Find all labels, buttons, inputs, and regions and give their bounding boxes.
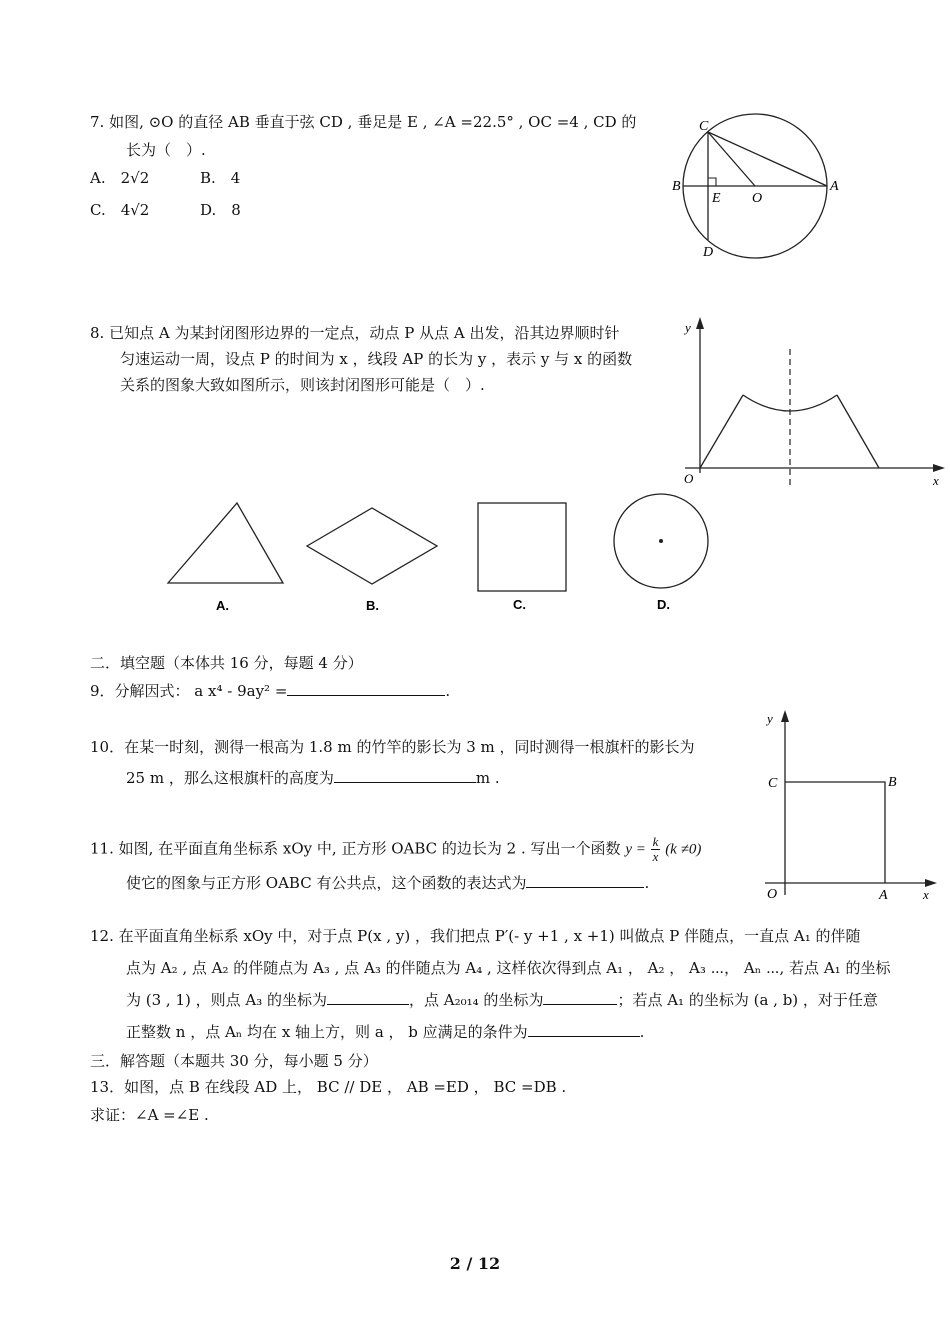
q8-shape-options <box>160 490 720 620</box>
q8-function-graph <box>675 315 947 490</box>
q12-line2: 点为 A₂ , 点 A₂ 的伴随点为 A₃ , 点 A₃ 的伴随点为 A₄ , 这样依次得到点 A₁ ， A₂ ， A₃ ⋯， Aₙ ⋯, 若点 A₁ 的坐标 <box>126 959 891 977</box>
q11-label-b: B <box>888 775 897 790</box>
q11-label-o: O <box>767 887 778 902</box>
q11-fraction-numerator: k <box>652 834 659 849</box>
q8-label-o: O <box>684 471 694 486</box>
q7-segment-ac <box>708 132 827 186</box>
q10-line2-text: 25 m ，那么这根旗杆的高度为 <box>126 769 334 787</box>
q7-label-d: D <box>703 245 714 260</box>
q11-label-y: y <box>767 711 773 726</box>
q7-right-angle-mark <box>708 178 716 186</box>
section-solve-heading: 三．解答题（本题共 30 分，每小题 5 分） <box>90 1052 378 1070</box>
q8-label-x: x <box>933 473 939 488</box>
q11-fraction <box>651 835 661 864</box>
q11-square-sides <box>785 782 885 883</box>
q12-line3-text-a: 为 (3 , 1) ，则点 A₃ 的坐标为 <box>126 991 328 1009</box>
q8-option-b-label: B. <box>366 598 379 613</box>
q9-line <box>90 681 450 701</box>
q7-label-e: E <box>712 191 721 206</box>
q8-curve-rise <box>700 395 743 468</box>
q12-line3-text-c: ；若点 A₁ 的坐标为 (a , b) ，对于任意 <box>617 991 878 1009</box>
q9-end: . <box>445 682 451 700</box>
q7-option-c: C. 4√2 <box>90 201 150 219</box>
q7-label-a: A <box>830 179 839 194</box>
q11-label-x: x <box>923 887 929 902</box>
q9-text: 9．分解因式： a x⁴ - 9ay² = <box>90 682 288 700</box>
q8-option-d-label: D. <box>657 597 670 612</box>
q12-blank-a3[interactable] <box>327 990 409 1005</box>
q13-line1: 13．如图，点 B 在线段 AD 上， BC // DE ， AB =ED ， BC =DB . <box>90 1078 567 1096</box>
q10-line1: 10．在某一时刻，测得一根高为 1.8 m 的竹竿的影长为 3 m ，同时测得一根旗杆的影长为 <box>90 738 695 756</box>
q11-function-condition: (k ≠0) <box>665 841 702 858</box>
q12-line4 <box>126 1022 644 1042</box>
q11-label-c: C <box>768 776 778 791</box>
q11-fraction-denominator: x <box>652 849 659 864</box>
q12-line4-end: . <box>639 1023 645 1041</box>
q11-end: . <box>644 874 650 892</box>
q10-unit: m . <box>475 769 500 787</box>
q12-blank-condition[interactable] <box>528 1022 640 1037</box>
q12-line3-text-b: ，点 A₂₀₁₄ 的坐标为 <box>409 991 544 1009</box>
q7-label-o: O <box>752 191 763 206</box>
q10-line2 <box>126 768 500 788</box>
q8-option-rhombus <box>307 508 437 584</box>
q9-answer-blank[interactable] <box>287 681 445 696</box>
q11-answer-blank[interactable] <box>526 873 644 888</box>
q11-line1-text: 11. 如图, 在平面直角坐标系 xOy 中, 正方形 OABC 的边长为 2 . 写出一个函数 <box>90 839 621 858</box>
q11-line2 <box>126 873 649 893</box>
q7-line2: 长为（ ）. <box>126 141 206 159</box>
q11-function-prefix: y = <box>625 841 646 858</box>
q8-line3: 关系的图象大致如图所示，则该封闭图形可能是（ ）. <box>120 376 485 394</box>
q7-label-b: B <box>672 179 681 194</box>
q11-line1 <box>90 835 701 864</box>
q12-line1: 12. 在平面直角坐标系 xOy 中，对于点 P(x , y) ，我们把点 P′(- y +1 , x +1) 叫做点 P 伴随点，一直点 A₁ 的伴随 <box>90 927 861 945</box>
q7-option-b: B. 4 <box>200 169 241 187</box>
q7-line1: 7. 如图, ⊙O 的直径 AB 垂直于弦 CD , 垂足是 E , ∠A =22.5° , OC =4 , CD 的 <box>90 113 637 131</box>
q8-circle-center-dot <box>659 539 663 543</box>
q7-option-d: D. 8 <box>200 201 241 219</box>
q10-answer-blank[interactable] <box>334 768 476 783</box>
q8-option-a-label: A. <box>216 598 229 613</box>
q12-line4-text: 正整数 n ，点 Aₙ 均在 x 轴上方，则 a ， b 应满足的条件为 <box>126 1023 528 1041</box>
q8-option-triangle <box>168 503 283 583</box>
q8-label-y: y <box>685 320 691 335</box>
q8-line2: 匀速运动一周，设点 P 的时间为 x ，线段 AP 的长为 y ，表示 y 与 x 的函数 <box>120 350 633 368</box>
q8-curve-fall <box>837 395 879 468</box>
q8-option-square <box>478 503 566 591</box>
section-fill-in-heading: 二．填空题（本体共 16 分，每题 4 分） <box>90 654 363 672</box>
q12-line3 <box>126 990 878 1010</box>
q11-label-a: A <box>879 888 888 903</box>
q7-label-c: C <box>699 119 709 134</box>
q11-line2-text: 使它的图象与正方形 OABC 有公共点，这个函数的表达式为 <box>126 874 527 892</box>
q12-blank-a2014[interactable] <box>543 990 617 1005</box>
q13-line2: 求证：∠A =∠E . <box>90 1106 209 1124</box>
q7-circle-figure <box>668 110 843 265</box>
page-number: 2 / 12 <box>449 1254 501 1273</box>
q11-square-figure <box>755 705 940 905</box>
q8-option-c-label: C. <box>513 597 526 612</box>
q7-option-a: A. 2√2 <box>90 169 150 187</box>
q8-line1: 8. 已知点 A 为某封闭图形边界的一定点，动点 P 从点 A 出发，沿其边界顺时针 <box>90 324 620 342</box>
